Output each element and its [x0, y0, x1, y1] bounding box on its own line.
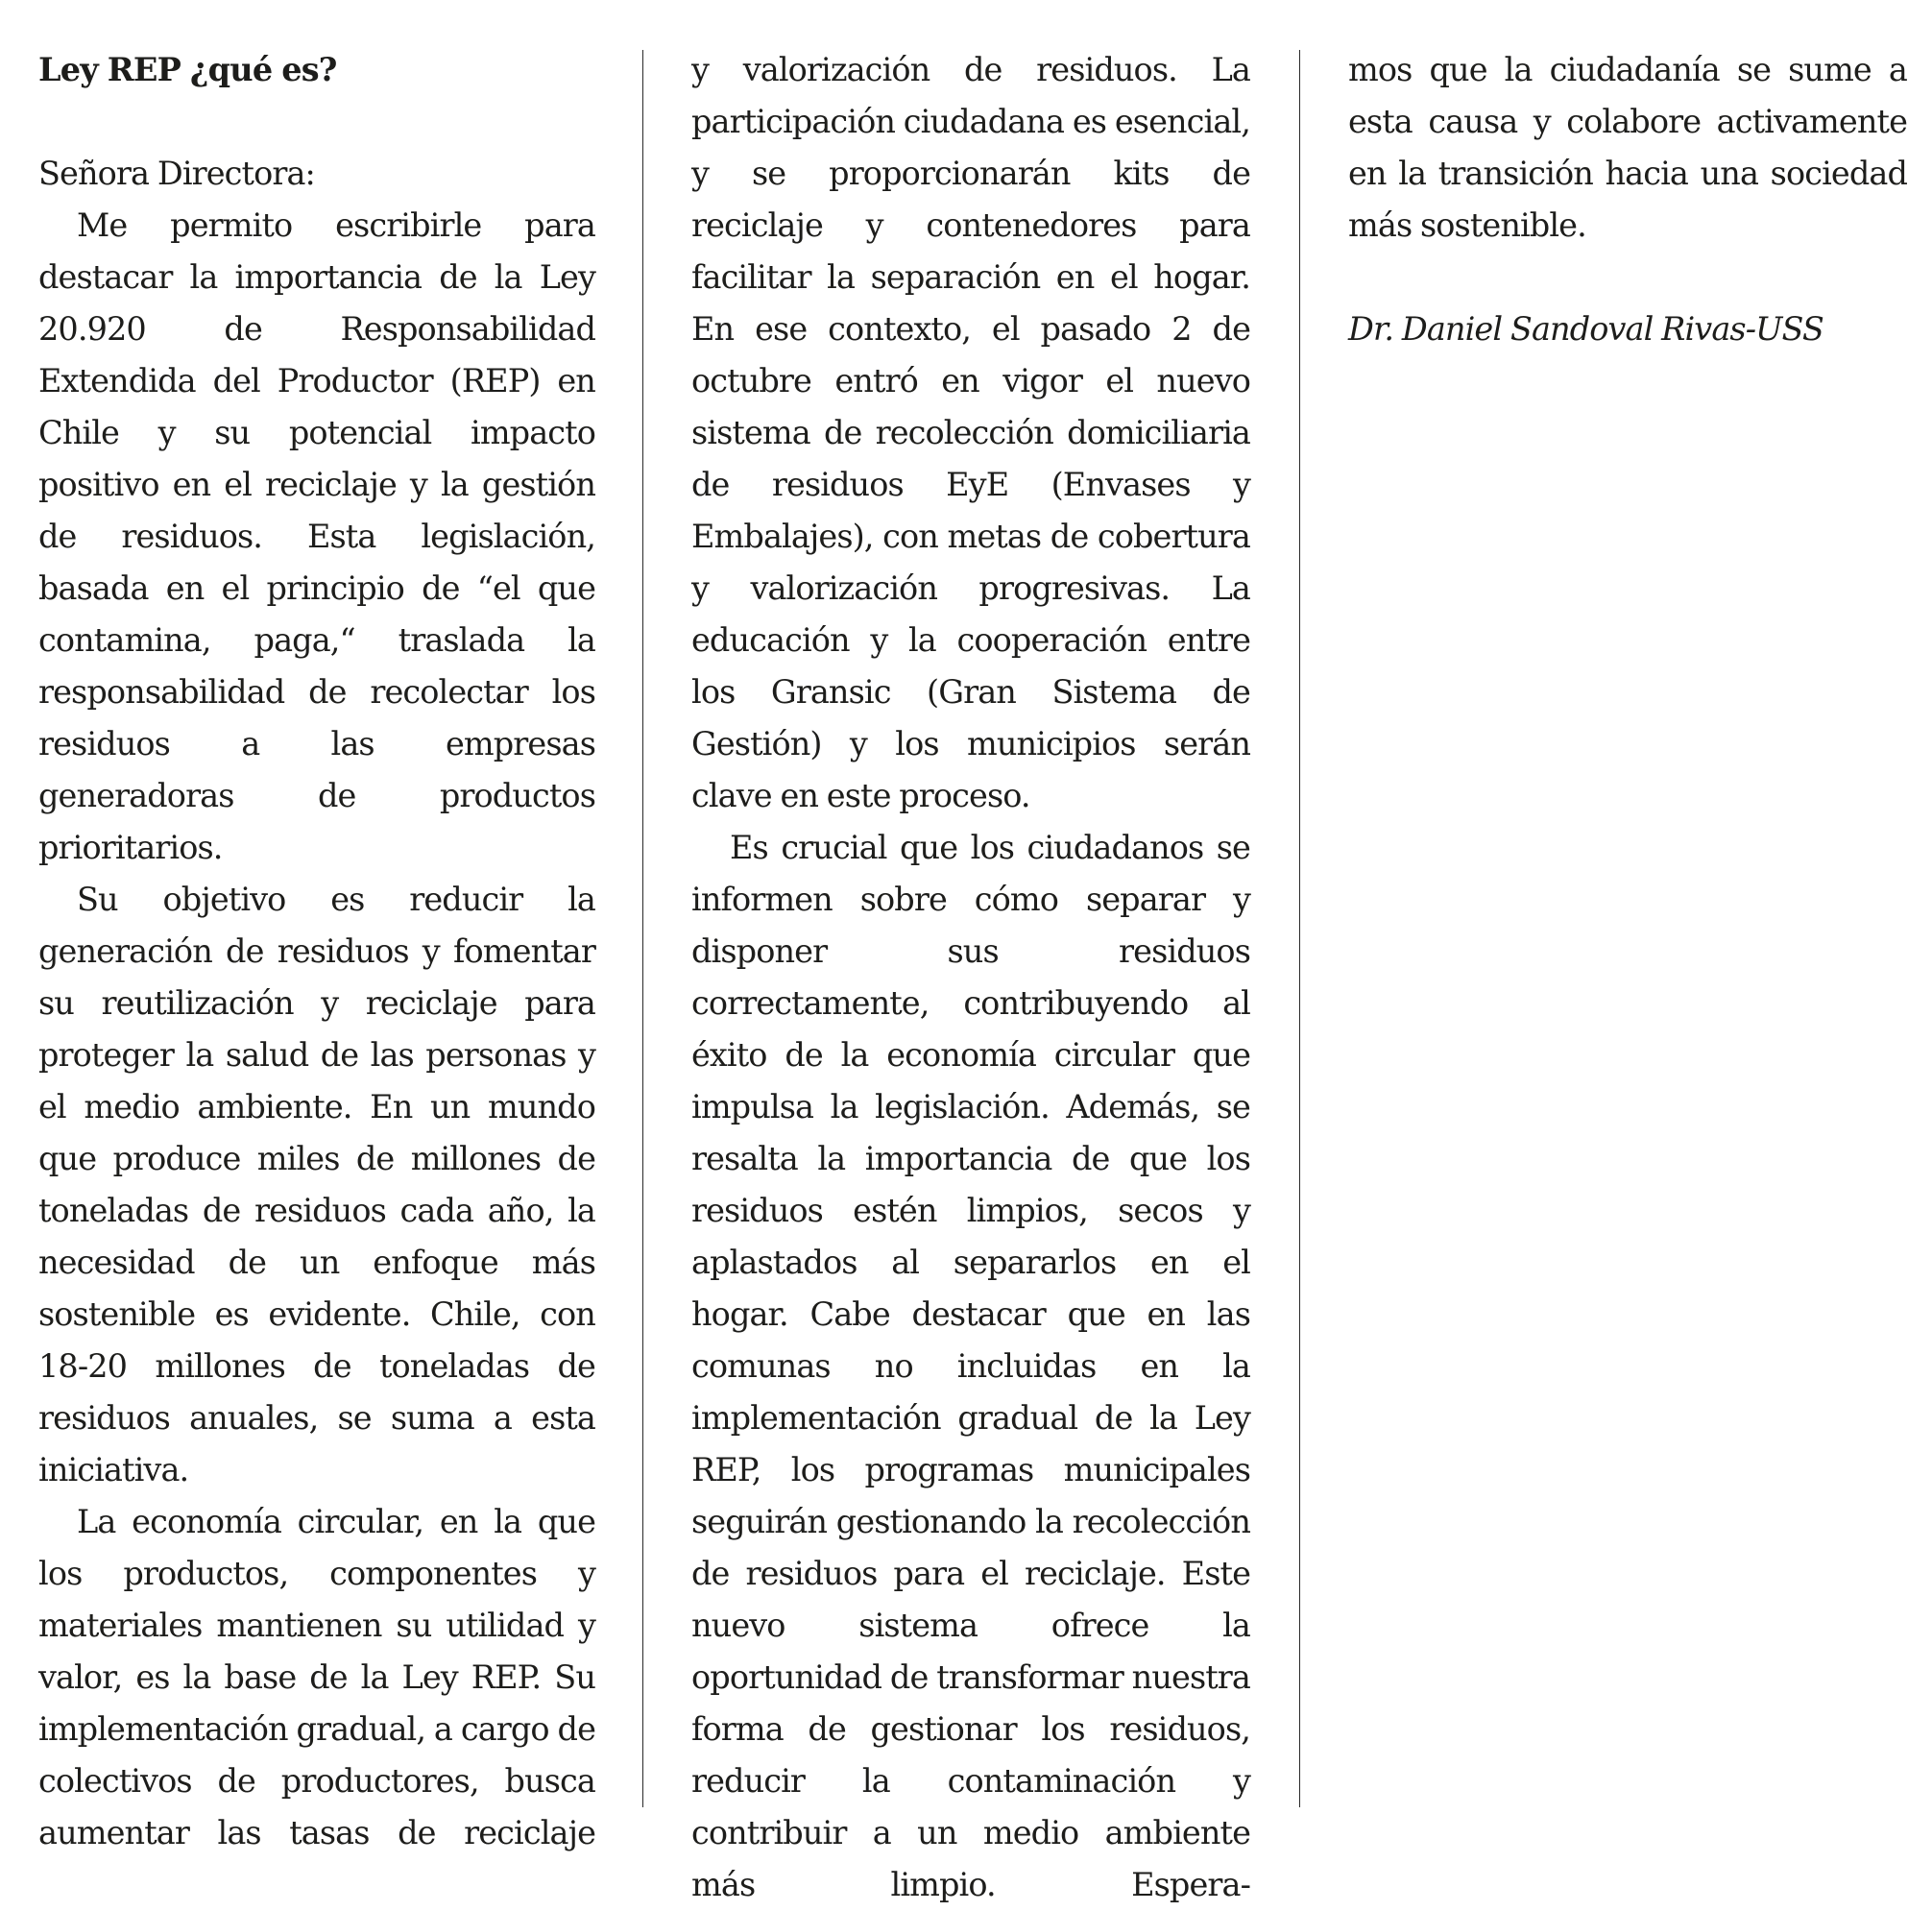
column-divider	[1299, 50, 1300, 1807]
spacer	[1348, 252, 1907, 303]
letter-paragraph: mos que la ciudadanía se sume a esta causa y colabore activamente en la transición hacia una sociedad más sostenible.	[1348, 51, 1907, 244]
letter-title: Ley REP ¿qué es?	[38, 51, 337, 88]
letter-paragraph: y valorización de residuos. La participación ciudadana es esencial, y se proporcionarán kits de reciclaje y contenedores para facilitar la separación en el hogar. En ese contexto, el pasado 2 de octubre entró en vigor el nuevo sistema de recolección domiciliaria de residuos EyE (Envases y Embalajes), con metas de cobertura y valorización progresivas. La educación y la cooperación entre los Gransic (Gran Sistema de Gestión) y los municipios serán clave en este proceso.	[691, 51, 1250, 814]
text-column-1	[38, 44, 595, 1859]
spacer	[38, 96, 595, 148]
text-column-3	[1348, 44, 1907, 355]
letter-paragraph: Es crucial que los ciudadanos se informen sobre cómo separar y disponer sus residuos correctamente, contribuyendo al éxito de la economía circular que impulsa la legislación. Además, se resalta la importancia de que los residuos estén limpios, secos y aplastados al separarlos en el hogar. Cabe destacar que en las comunas no incluidas en la implementación gradual de la Ley REP, los programas municipales seguirán gestionando la recolección de residuos para el reciclaje. Este nuevo sistema ofrece la oportunidad de transformar nuestra forma de gestionar los residuos, reducir la contaminación y contribuir a un medio ambiente más limpio. Espera-	[691, 829, 1250, 1903]
letter-salutation: Señora Directora:	[38, 155, 315, 192]
column-divider	[642, 50, 643, 1807]
letter-paragraph: Su objetivo es reducir la generación de residuos y fomentar su reutilización y reciclaje para proteger la salud de las personas y el medio ambiente. En un mundo que produce miles de millones de toneladas de residuos cada año, la necesidad de un enfoque más sostenible es evidente. Chile, con 18-20 millones de toneladas de residuos anuales, se suma a esta iniciativa.	[38, 881, 595, 1488]
letter-signature: Dr. Daniel Sandoval Rivas-USS	[1348, 310, 1823, 348]
letter-paragraph: La economía circular, en la que los productos, componentes y materiales mantienen su utilidad y valor, es la base de la Ley REP. Su implementación gradual, a cargo de colectivos de productores, busca aumentar las tasas de reciclaje	[38, 1503, 595, 1851]
letter-paragraph: Me permito escribirle para destacar la importancia de la Ley 20.920 de Responsabilidad Extendida del Productor (REP) en Chile y su potencial impacto positivo en el reciclaje y la gestión de residuos. Esta legislación, basada en el principio de “el que contamina, paga,“ traslada la responsabilidad de recolectar los residuos a las empresas generadoras de productos prioritarios.	[38, 206, 595, 866]
text-column-2	[691, 44, 1250, 1911]
